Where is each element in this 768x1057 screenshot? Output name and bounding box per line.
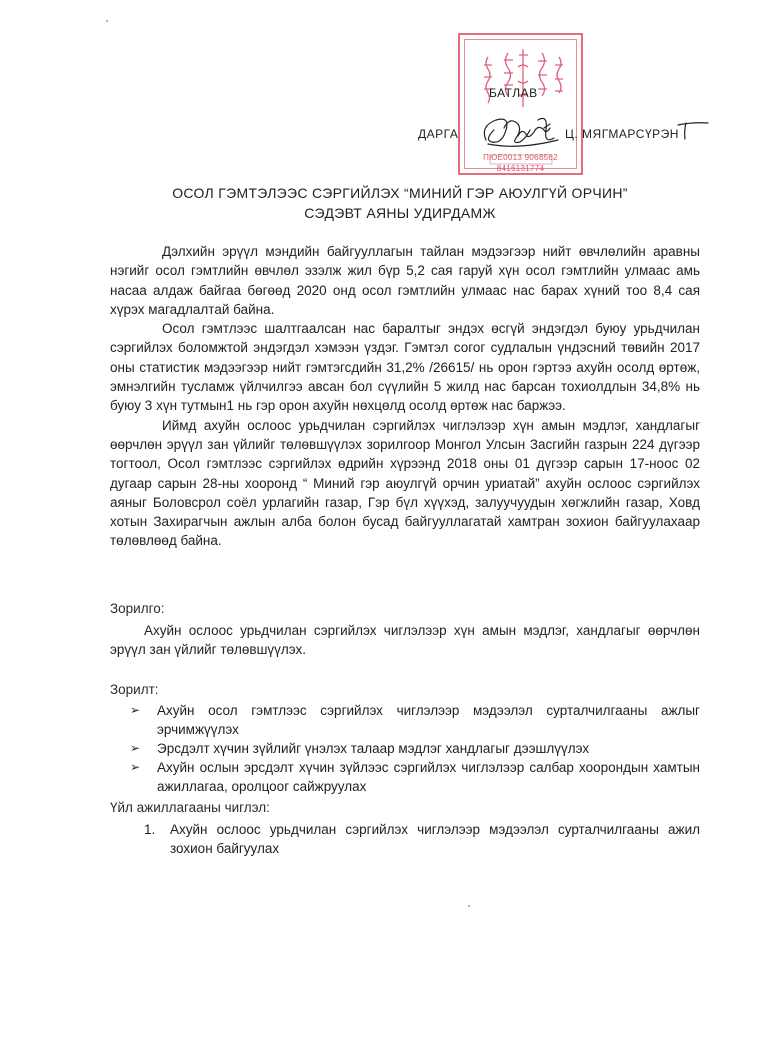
objective-text: Эрсдэлт хүчин зүйлийг үнэлэх талаар мэдлэг хандлагыг дээшлүүлэх bbox=[157, 741, 590, 756]
goal-label: Зорилго: bbox=[110, 601, 165, 616]
paragraph-2: Осол гэмтлээс шалтгаалсан нас баралтыг эндэх өсгүй эндэгдэл буюу урьдчилан сэргийлэх боломжтой эндэгдэл хэмээн үздэг. Гэмтэл согог судлалын үндэсний төвийн 2017 оны статистик мэдээгээр нийт гэмтэгсдийн 31,2% /26615/ нь орон гэртээ ахуйн осолд өртөж, эмнэлгийн тусламж үйлчилгээ авсан бол сүүлийн 5 жилд нас барсан тохиолдлын 34,8% нь буюу 3 хүн тутмын1 нь гэр орон ахуйн нөхцөлд осолд өртөж нас баржээ. bbox=[110, 321, 700, 414]
official-stamp bbox=[458, 33, 583, 175]
list-item bbox=[130, 701, 700, 739]
list-item bbox=[130, 758, 700, 796]
scan-speck bbox=[106, 20, 108, 22]
title-line-1: ОСОЛ ГЭМТЭЛЭЭС СЭРГИЙЛЭХ “МИНИЙ ГЭР АЮУЛГҮЙ ОРЧИН” bbox=[172, 185, 628, 201]
arrow-bullet-icon: ➢ bbox=[130, 760, 141, 774]
body-paragraphs bbox=[110, 242, 700, 551]
paragraph-3: Иймд ахуйн ослоос урьдчилан сэргийлэх чиглэлээр хүн амын мэдлэг, хандлагыг өөрчлөн эрүүл зан үйлийг төлөвшүүлэх зорилгоор Монгол Улсын Засгийн газрын 224 дүгээр тогтоол, Осол гэмтлээс сэргийлэх өдрийн хүрээнд 2018 оны 01 дүгээр сарын 17-ноос 02 дугаар сарын 28-ны хооронд “ Миний гэр аюулгүй орчин уриатай” ахуйн ослоос сэргийлэх аяныг Боловсрол соёл урлагийн газар, Гэр бүл хүүхэд, залуучуудын хөгжлийн газар, Ховд хотын Захирагчын ажлын алба болон бусад байгууллагатай хамтран зохион байгуулахаар төлөвлөөд байна. bbox=[110, 417, 700, 549]
objective-text: Ахуйн осол гэмтлээс сэргийлэх чиглэлээр мэдээлэл сурталчилгааны ажлыг эрчимжүүлэх bbox=[157, 703, 700, 737]
document-title bbox=[100, 183, 700, 223]
list-item bbox=[130, 739, 700, 758]
title-line-2: СЭДЭВТ АЯНЫ УДИРДАМЖ bbox=[304, 205, 496, 221]
paragraph-1: Дэлхийн эрүүл мэндийн байгууллагын тайлан мэдээгээр нийт өвчлөлийн аравны нэгийг осол гэмтлийн өвчлөл эзэлж жил бүр 5,2 сая гаруй хүн осол гэмтлийн улмаас амь насаа алдаж байгаа бөгөөд 2020 онд осол гэмтлийн улмаас нас барах хүний тоо 8,4 сая хүрэх магадлалтай байна. bbox=[110, 244, 700, 317]
objective-text: Ахуйн ослын эрсдэлт хүчин зүйлээс сэргийлэх чиглэлээр салбар хоорондын хамтын ажиллагаа, оролцоог сайжруулах bbox=[157, 760, 700, 794]
head-label: ДАРГА bbox=[418, 127, 459, 141]
head-name: Ц. МЯГМАРСҮРЭН bbox=[565, 127, 679, 141]
objectives-label: Зорилт: bbox=[110, 682, 159, 697]
goal-block bbox=[110, 621, 700, 660]
item-number: 1. bbox=[144, 822, 156, 837]
activity-text: Ахуйн ослоос урьдчилан сэргийлэх чиглэлээр мэдээлэл сурталчилгааны ажил зохион байгуулах bbox=[170, 822, 700, 856]
stamp-code: 8416131774 bbox=[496, 164, 545, 173]
approve-label: БАТЛАВ bbox=[489, 86, 538, 100]
activities-label: Үйл ажиллагааны чиглэл: bbox=[110, 800, 270, 815]
arrow-bullet-icon: ➢ bbox=[130, 703, 141, 717]
arrow-bullet-icon: ➢ bbox=[130, 741, 141, 755]
goal-text: Ахуйн ослоос урьдчилан сэргийлэх чиглэлээр хүн амын мэдлэг, хандлагыг өөрчлөн эрүүл зан үйлийг төлөвшүүлэх. bbox=[110, 623, 700, 658]
scan-speck bbox=[468, 905, 470, 907]
stamp-registry-number: ПЮЕ0013 9068562 bbox=[483, 153, 558, 162]
signature-icon bbox=[478, 110, 568, 152]
list-item bbox=[144, 820, 700, 858]
objectives-list bbox=[130, 701, 700, 796]
handwritten-mark-icon bbox=[676, 117, 712, 141]
activities-list bbox=[144, 820, 700, 858]
